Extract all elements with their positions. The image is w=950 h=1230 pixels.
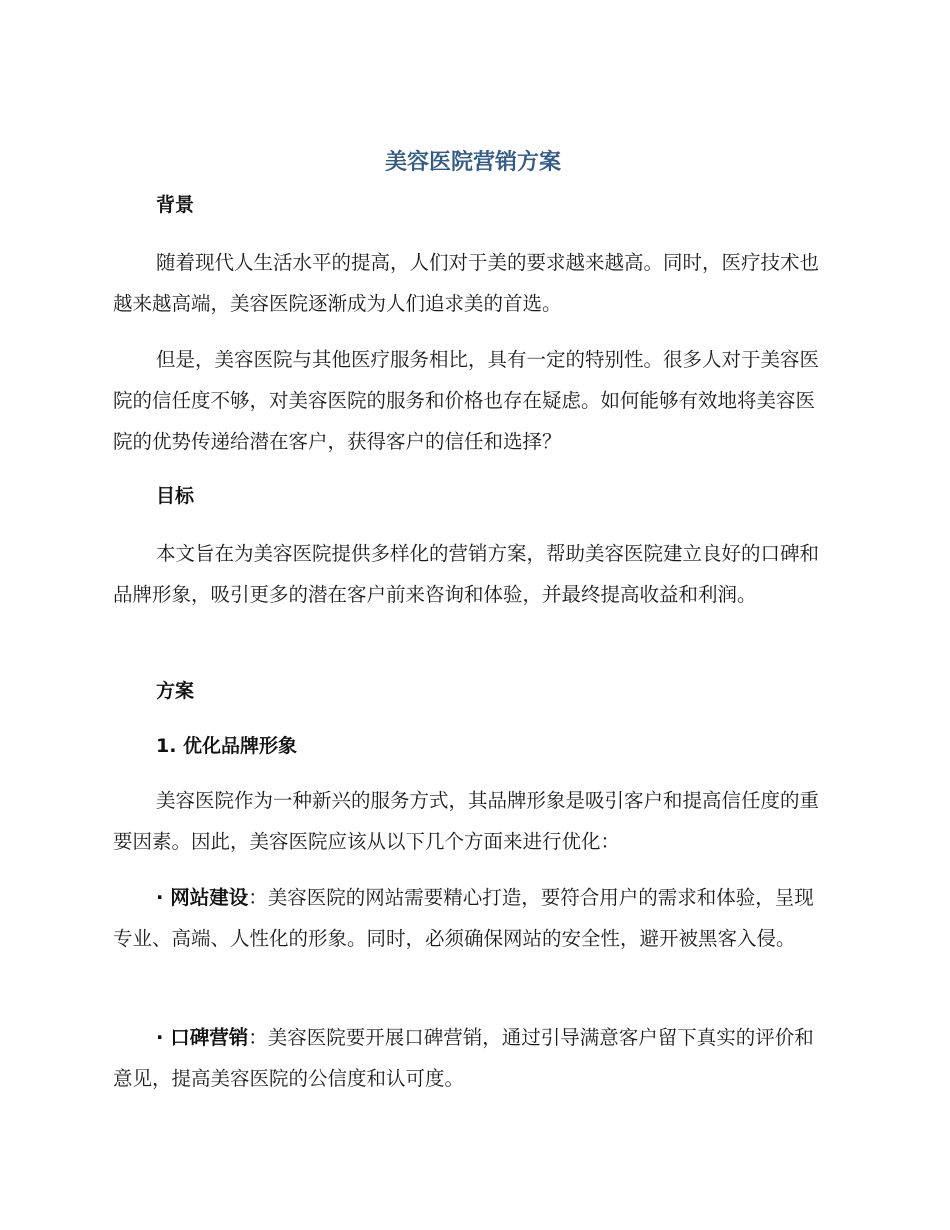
bullet-website	[113, 877, 833, 959]
document-page	[113, 0, 833, 1230]
background-paragraph-1: 随着现代人生活水平的提高，人们对于美的要求越来越高。同时，医疗技术也越来越高端，美容医院逐渐成为人们追求美的首选。	[113, 251, 820, 315]
document-title: 美容医院营销方案	[384, 150, 561, 175]
background-paragraph-2: 但是，美容医院与其他医疗服务相比，具有一定的特别性。很多人对于美容医院的信任度不够，对美容医院的服务和价格也存在疑虑。如何能够有效地将美容医院的优势传递给潜在客户，获得客户的信任和选择？	[113, 348, 820, 453]
brand-intro-paragraph: 美容医院作为一种新兴的服务方式，其品牌形象是吸引客户和提高信任度的重要因素。因此，美容医院应该从以下几个方面来进行优化：	[113, 789, 820, 853]
section-heading-goal: 目标	[156, 485, 195, 507]
goal-paragraph: 本文旨在为美容医院提供多样化的营销方案，帮助美容医院建立良好的口碑和品牌形象，吸引更多的潜在客户前来咨询和体验，并最终提高收益和利润。	[113, 542, 820, 606]
bullet-word-of-mouth	[113, 1017, 833, 1099]
bullet-website-text: ：美容医院的网站需要精心打造，要符合用户的需求和体验，呈现专业、高端、人性化的形象。同时，必须确保网站的安全性，避开被黑客入侵。	[113, 886, 814, 950]
bullet-word-of-mouth-text: ：美容医院要开展口碑营销，通过引导满意客户留下真实的评价和意见，提高美容医院的公信度和认可度。	[113, 1026, 814, 1090]
subsection-heading-brand: 1. 优化品牌形象	[156, 735, 298, 757]
bullet-word-of-mouth-lead: · 口碑营销	[156, 1026, 249, 1049]
section-heading-plan: 方案	[156, 680, 195, 702]
bullet-website-lead: · 网站建设	[156, 886, 249, 909]
section-heading-background: 背景	[156, 194, 195, 216]
